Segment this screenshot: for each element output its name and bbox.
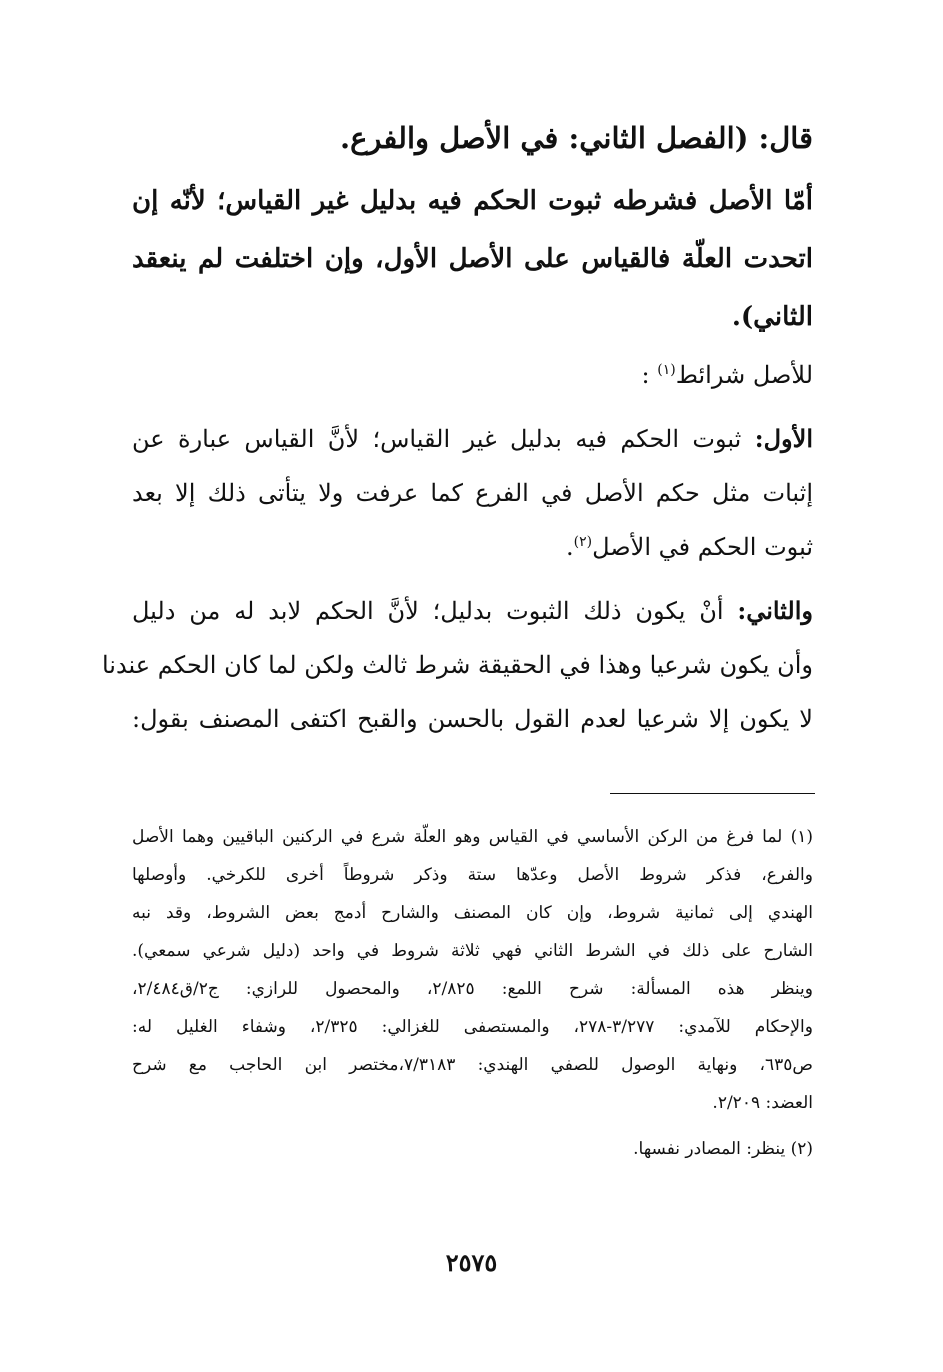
second-condition <box>101 584 813 746</box>
quoted-text-line: الثاني). <box>731 302 813 332</box>
quoted-text-line: اتحدت العلّة فالقياس على الأصل الأول، وإن اختلفت لم ينعقد <box>132 244 813 274</box>
footnote-1 <box>132 818 813 1122</box>
footnote-ref-2[interactable]: (٢) <box>573 534 593 550</box>
second-condition-text: أنْ يكون ذلك الثبوت بدليل؛ لأنَّ الحكم لابد له من دليل <box>132 597 738 625</box>
intro-end: : <box>641 361 658 389</box>
quoted-text-line: أمّا الأصل فشرطه ثبوت الحكم فيه بدليل غير القياس؛ لأنّه إن <box>132 186 813 216</box>
footnote-ref-1[interactable]: (١) <box>657 362 676 378</box>
first-condition-text: ثبوت الحكم في الأصل <box>592 533 813 561</box>
intro-text: للأصل شرائط <box>675 361 813 389</box>
second-condition-line: وأن يكون شرعيا وهذا في الحقيقة شرط ثالث ولكن لما كان الحكم عندنا <box>101 651 813 679</box>
quoted-text-block <box>132 172 813 346</box>
footnote-separator <box>610 793 815 794</box>
second-condition-lead: والثاني: <box>737 596 813 625</box>
conditions-intro <box>132 348 813 402</box>
footnote-line: العضد: ٢/٢٠٩. <box>712 1093 813 1113</box>
footnote-line: الشارح على ذلك في الشرط الثاني فهي ثلاثة شروط في واحد (دليل شرعي سمعي). <box>132 941 813 961</box>
second-condition-line <box>132 584 813 638</box>
first-condition-end: . <box>566 533 574 561</box>
first-condition-line <box>132 520 813 574</box>
first-condition-lead: الأول: <box>754 424 813 453</box>
first-condition-text: ثبوت الحكم فيه بدليل غير القياس؛ لأنَّ القياس عبارة عن <box>132 425 755 453</box>
first-condition-line: إثبات مثل حكم الأصل في الفرع كما عرفت ولا يتأتى ذلك إلا بعد <box>132 479 813 507</box>
second-condition-line: لا يكون إلا شرعيا لعدم القول بالحسن والقبح اكتفى المصنف بقول: <box>132 705 813 733</box>
footnote-line: والفرع، فذكر شروط الأصل وعدّها ستة وذكر شروطاً أخرى للكرخي. وأوصلها <box>132 865 813 885</box>
first-condition <box>132 412 813 574</box>
footnote-line: وينظر هذه المسألة: شرح اللمع: ٢/٨٢٥، والمحصول للرازي: ج٢/ق٢/٤٨٤، <box>132 979 813 999</box>
main-text <box>101 120 813 746</box>
footnote-line: والإحكام للآمدي: ٣/٢٧٧-٢٧٨، والمستصفى للغزالي: ٢/٣٢٥، وشفاء الغليل له: <box>132 1017 813 1037</box>
page-number: ٢٥٧٥ <box>445 1248 498 1277</box>
footnotes <box>132 818 813 1168</box>
section-heading: قال: (الفصل الثاني: في الأصل والفرع. <box>340 121 813 155</box>
footnote-2: (٢) ينظر: المصادر نفسها. <box>633 1139 813 1159</box>
footnote-line: ص٦٣٥، ونهاية الوصول للصفي الهندي: ٧/٣١٨٣،مختصر ابن الحاجب مع شرح <box>132 1055 813 1075</box>
first-condition-line <box>132 412 813 466</box>
footnote-line: (١) لما فرغ من الركن الأساسي في القياس وهو العلّة شرع في الركنين الباقيين وهما الأصل <box>132 827 813 847</box>
footnote-line: الهندي إلى ثمانية شروط، وإن كان المصنف والشارح أدمج بعض الشروط، وقد نبه <box>132 903 813 923</box>
